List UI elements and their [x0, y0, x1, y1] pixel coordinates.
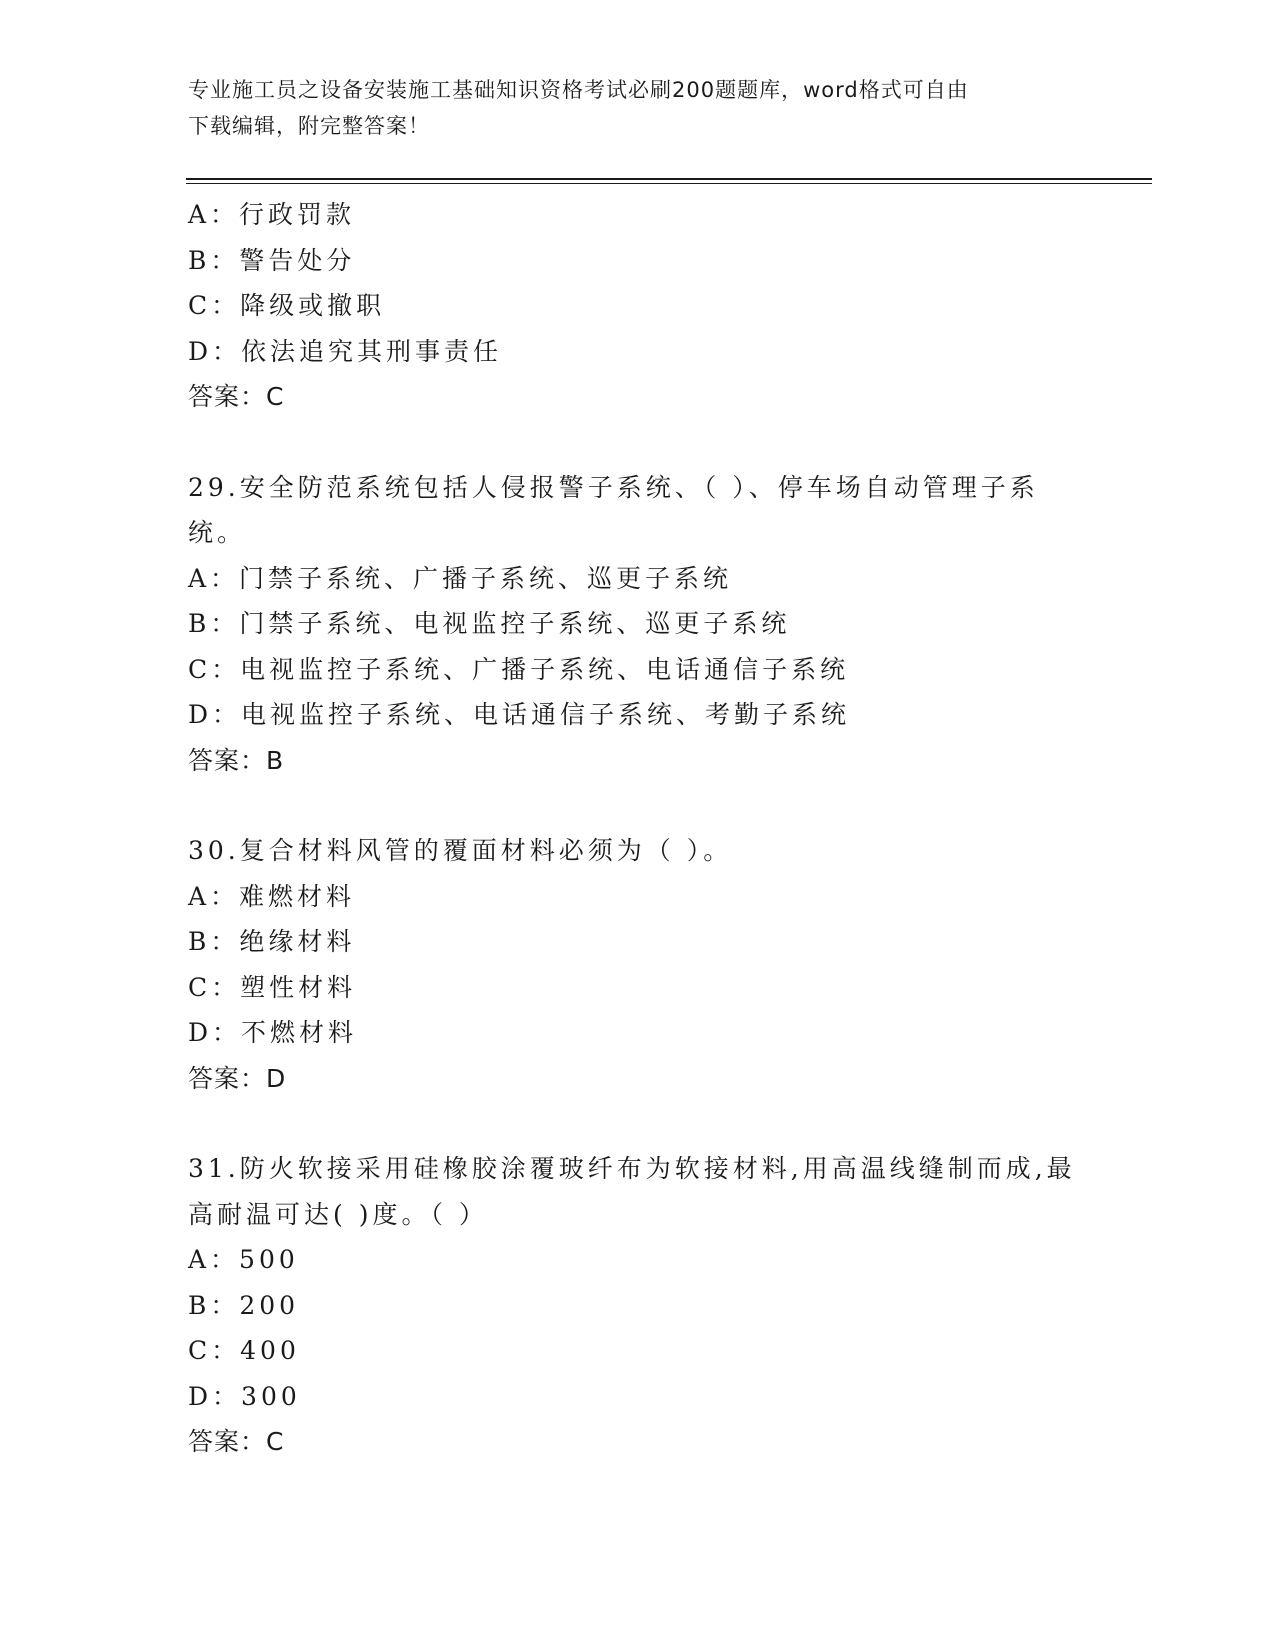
option-d: D：依法追究其刑事责任 — [188, 336, 503, 366]
option-a: A：难燃材料 — [188, 881, 356, 911]
option-c: C：电视监控子系统、广播子系统、电话通信子系统 — [188, 654, 850, 684]
option-b: B：门禁子系统、电视监控子系统、巡更子系统 — [188, 609, 791, 638]
header-line-1: 专业施工员之设备安装施工基础知识资格考试必刷200题题库，word格式可自由 — [188, 78, 969, 102]
option-a: A：行政罚款 — [188, 200, 356, 229]
option-b: B：200 — [188, 1290, 300, 1320]
question-28 — [188, 192, 1088, 420]
option-d: D：不燃材料 — [188, 1018, 358, 1047]
question-gap — [188, 783, 1088, 828]
question-30 — [188, 828, 1088, 1101]
header-divider-thin — [186, 183, 1152, 184]
question-stem-line-2: 高耐温可达( )度。（ ） — [188, 1199, 488, 1229]
option-c: C：降级或撤职 — [188, 291, 386, 320]
answer-line: 答案：B — [188, 745, 285, 775]
document-header — [188, 72, 1088, 144]
header-line-2: 下载编辑，附完整答案！ — [188, 114, 430, 138]
option-b: B：警告处分 — [188, 245, 356, 275]
option-d: D：300 — [188, 1381, 301, 1411]
question-31 — [188, 1146, 1088, 1465]
answer-line: 答案：C — [188, 382, 285, 411]
question-gap — [188, 1101, 1088, 1146]
option-c: C：塑性材料 — [188, 972, 357, 1002]
question-gap — [188, 420, 1088, 465]
question-stem-line-1: 30.复合材料风管的覆面材料必须为（ ）。 — [188, 836, 733, 865]
option-c: C：400 — [188, 1336, 300, 1365]
option-d: D：电视监控子系统、电话通信子系统、考勤子系统 — [188, 700, 851, 729]
header-divider-thick — [186, 178, 1152, 180]
option-a: A：500 — [188, 1245, 299, 1274]
answer-line: 答案：C — [188, 1427, 285, 1456]
question-stem-line-1: 29.安全防范系统包括人侵报警子系统、（ ）、停车场自动管理子系 — [188, 472, 1039, 502]
option-a: A：门禁子系统、广播子系统、巡更子系统 — [188, 563, 733, 593]
question-29 — [188, 465, 1088, 784]
question-stem-line-2: 统。 — [188, 518, 247, 547]
answer-line: 答案：D — [188, 1063, 287, 1093]
question-list — [188, 192, 1088, 1465]
option-b: B：绝缘材料 — [188, 927, 356, 956]
question-stem-line-1: 31.防火软接采用硅橡胶涂覆玻纤布为软接材料,用高温线缝制而成,最 — [188, 1154, 1076, 1183]
